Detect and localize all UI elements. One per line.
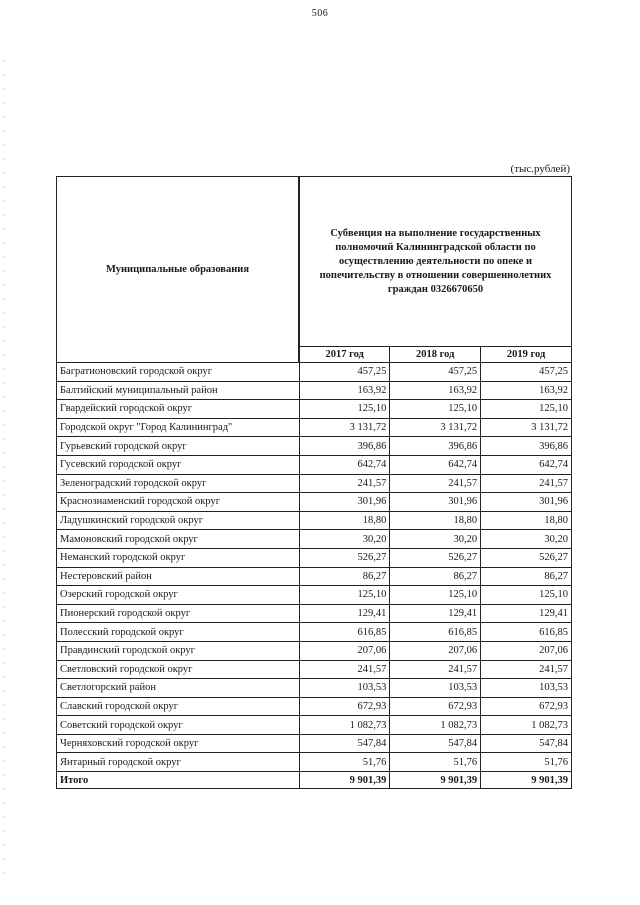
table-row bbox=[57, 623, 572, 642]
value-2018-cell: 526,27 bbox=[390, 548, 481, 567]
value-2018-cell: 642,74 bbox=[390, 455, 481, 474]
table-row bbox=[57, 604, 572, 623]
value-2019-cell: 642,74 bbox=[481, 455, 572, 474]
value-2017-cell: 241,57 bbox=[299, 660, 390, 679]
value-2019-cell: 3 131,72 bbox=[481, 418, 572, 437]
value-2017-cell: 30,20 bbox=[299, 530, 390, 549]
value-2019-cell: 30,20 bbox=[481, 530, 572, 549]
municipality-name-cell: Городской округ "Город Калининград" bbox=[57, 418, 300, 437]
value-2019-cell: 9 901,39 bbox=[481, 772, 572, 789]
table-row bbox=[57, 418, 572, 437]
value-2019-cell: 86,27 bbox=[481, 567, 572, 586]
municipality-name-cell: Нестеровский район bbox=[57, 567, 300, 586]
table-row bbox=[57, 716, 572, 735]
value-2019-cell: 616,85 bbox=[481, 623, 572, 642]
value-2019-cell: 51,76 bbox=[481, 753, 572, 772]
column-header-year-2018: 2018 год bbox=[390, 347, 481, 363]
value-2019-cell: 163,92 bbox=[481, 381, 572, 400]
table-header-row bbox=[57, 177, 572, 347]
table-row bbox=[57, 753, 572, 772]
municipality-name-cell: Озерский городской округ bbox=[57, 586, 300, 605]
value-2017-cell: 103,53 bbox=[299, 679, 390, 698]
value-2018-cell: 457,25 bbox=[390, 363, 481, 382]
value-2018-cell: 241,57 bbox=[390, 474, 481, 493]
value-2017-cell: 672,93 bbox=[299, 697, 390, 716]
municipality-name-cell: Светлогорский район bbox=[57, 679, 300, 698]
municipality-name-cell: Полесский городской округ bbox=[57, 623, 300, 642]
table-total-row bbox=[57, 772, 572, 789]
value-2018-cell: 30,20 bbox=[390, 530, 481, 549]
value-2019-cell: 547,84 bbox=[481, 734, 572, 753]
value-2018-cell: 125,10 bbox=[390, 586, 481, 605]
table-row bbox=[57, 530, 572, 549]
value-2019-cell: 18,80 bbox=[481, 511, 572, 530]
value-2017-cell: 526,27 bbox=[299, 548, 390, 567]
value-2018-cell: 3 131,72 bbox=[390, 418, 481, 437]
value-2018-cell: 207,06 bbox=[390, 641, 481, 660]
value-2017-cell: 125,10 bbox=[299, 400, 390, 419]
municipality-name-cell: Правдинский городской округ bbox=[57, 641, 300, 660]
municipality-name-cell: Гурьевский городской округ bbox=[57, 437, 300, 456]
scan-edge-artifact bbox=[3, 60, 4, 880]
value-2018-cell: 672,93 bbox=[390, 697, 481, 716]
value-2017-cell: 3 131,72 bbox=[299, 418, 390, 437]
municipality-name-cell: Советский городской округ bbox=[57, 716, 300, 735]
municipality-name-cell: Краснознаменский городской округ bbox=[57, 493, 300, 512]
value-2018-cell: 241,57 bbox=[390, 660, 481, 679]
value-2019-cell: 396,86 bbox=[481, 437, 572, 456]
column-header-subvention: Субвенция на выполнение государственных полномочий Калининградской области по осуществлению деятельности по опеке и попечительству в отношении совершеннолетних граждан 0326670650 bbox=[299, 177, 572, 347]
value-2019-cell: 103,53 bbox=[481, 679, 572, 698]
value-2017-cell: 207,06 bbox=[299, 641, 390, 660]
value-2019-cell: 241,57 bbox=[481, 474, 572, 493]
table-row bbox=[57, 381, 572, 400]
subvention-table bbox=[56, 176, 572, 789]
value-2017-cell: 616,85 bbox=[299, 623, 390, 642]
municipality-name-cell: Славский городской округ bbox=[57, 697, 300, 716]
municipality-name-cell: Зеленоградский городской округ bbox=[57, 474, 300, 493]
column-header-year-2019: 2019 год bbox=[481, 347, 572, 363]
table-body bbox=[57, 363, 572, 789]
value-2017-cell: 396,86 bbox=[299, 437, 390, 456]
value-2017-cell: 547,84 bbox=[299, 734, 390, 753]
value-2019-cell: 672,93 bbox=[481, 697, 572, 716]
municipality-name-cell: Гвардейский городской округ bbox=[57, 400, 300, 419]
value-2017-cell: 51,76 bbox=[299, 753, 390, 772]
value-2018-cell: 547,84 bbox=[390, 734, 481, 753]
table-row bbox=[57, 548, 572, 567]
municipality-name-cell: Янтарный городской округ bbox=[57, 753, 300, 772]
value-2019-cell: 241,57 bbox=[481, 660, 572, 679]
municipality-name-cell: Мамоновский городской округ bbox=[57, 530, 300, 549]
value-2018-cell: 163,92 bbox=[390, 381, 481, 400]
value-2017-cell: 9 901,39 bbox=[299, 772, 390, 789]
municipality-name-cell: Багратионовский городской округ bbox=[57, 363, 300, 382]
municipality-name-cell: Пионерский городской округ bbox=[57, 604, 300, 623]
table-row bbox=[57, 679, 572, 698]
municipality-name-cell: Балтийский муниципальный район bbox=[57, 381, 300, 400]
value-2019-cell: 457,25 bbox=[481, 363, 572, 382]
municipality-name-cell: Гусевский городской округ bbox=[57, 455, 300, 474]
value-2019-cell: 1 082,73 bbox=[481, 716, 572, 735]
value-2017-cell: 241,57 bbox=[299, 474, 390, 493]
table-row bbox=[57, 697, 572, 716]
value-2018-cell: 18,80 bbox=[390, 511, 481, 530]
page-number: 506 bbox=[311, 8, 329, 19]
municipality-name-cell: Неманский городской округ bbox=[57, 548, 300, 567]
value-2017-cell: 129,41 bbox=[299, 604, 390, 623]
value-2017-cell: 457,25 bbox=[299, 363, 390, 382]
value-2019-cell: 526,27 bbox=[481, 548, 572, 567]
table-row bbox=[57, 474, 572, 493]
value-2018-cell: 1 082,73 bbox=[390, 716, 481, 735]
value-2019-cell: 125,10 bbox=[481, 400, 572, 419]
value-2018-cell: 301,96 bbox=[390, 493, 481, 512]
value-2017-cell: 125,10 bbox=[299, 586, 390, 605]
unit-label: (тыс.рублей) bbox=[510, 163, 570, 175]
value-2019-cell: 301,96 bbox=[481, 493, 572, 512]
value-2019-cell: 207,06 bbox=[481, 641, 572, 660]
table-row bbox=[57, 641, 572, 660]
column-header-year-2017: 2017 год bbox=[299, 347, 390, 363]
value-2018-cell: 103,53 bbox=[390, 679, 481, 698]
value-2017-cell: 642,74 bbox=[299, 455, 390, 474]
value-2018-cell: 396,86 bbox=[390, 437, 481, 456]
table-row bbox=[57, 400, 572, 419]
value-2017-cell: 18,80 bbox=[299, 511, 390, 530]
value-2019-cell: 129,41 bbox=[481, 604, 572, 623]
table-row bbox=[57, 586, 572, 605]
municipality-name-cell: Итого bbox=[57, 772, 300, 789]
table-row bbox=[57, 511, 572, 530]
municipality-name-cell: Ладушкинский городской округ bbox=[57, 511, 300, 530]
table-row bbox=[57, 567, 572, 586]
table-row bbox=[57, 363, 572, 382]
table-row bbox=[57, 437, 572, 456]
municipality-name-cell: Черняховский городской округ bbox=[57, 734, 300, 753]
value-2017-cell: 1 082,73 bbox=[299, 716, 390, 735]
value-2018-cell: 9 901,39 bbox=[390, 772, 481, 789]
value-2018-cell: 51,76 bbox=[390, 753, 481, 772]
value-2018-cell: 129,41 bbox=[390, 604, 481, 623]
value-2018-cell: 616,85 bbox=[390, 623, 481, 642]
value-2017-cell: 301,96 bbox=[299, 493, 390, 512]
value-2017-cell: 86,27 bbox=[299, 567, 390, 586]
column-header-municipalities: Муниципальные образования bbox=[57, 177, 300, 363]
value-2019-cell: 125,10 bbox=[481, 586, 572, 605]
table-row bbox=[57, 734, 572, 753]
value-2018-cell: 86,27 bbox=[390, 567, 481, 586]
value-2017-cell: 163,92 bbox=[299, 381, 390, 400]
table-row bbox=[57, 660, 572, 679]
table-row bbox=[57, 493, 572, 512]
value-2018-cell: 125,10 bbox=[390, 400, 481, 419]
table-row bbox=[57, 455, 572, 474]
municipality-name-cell: Светловский городской округ bbox=[57, 660, 300, 679]
